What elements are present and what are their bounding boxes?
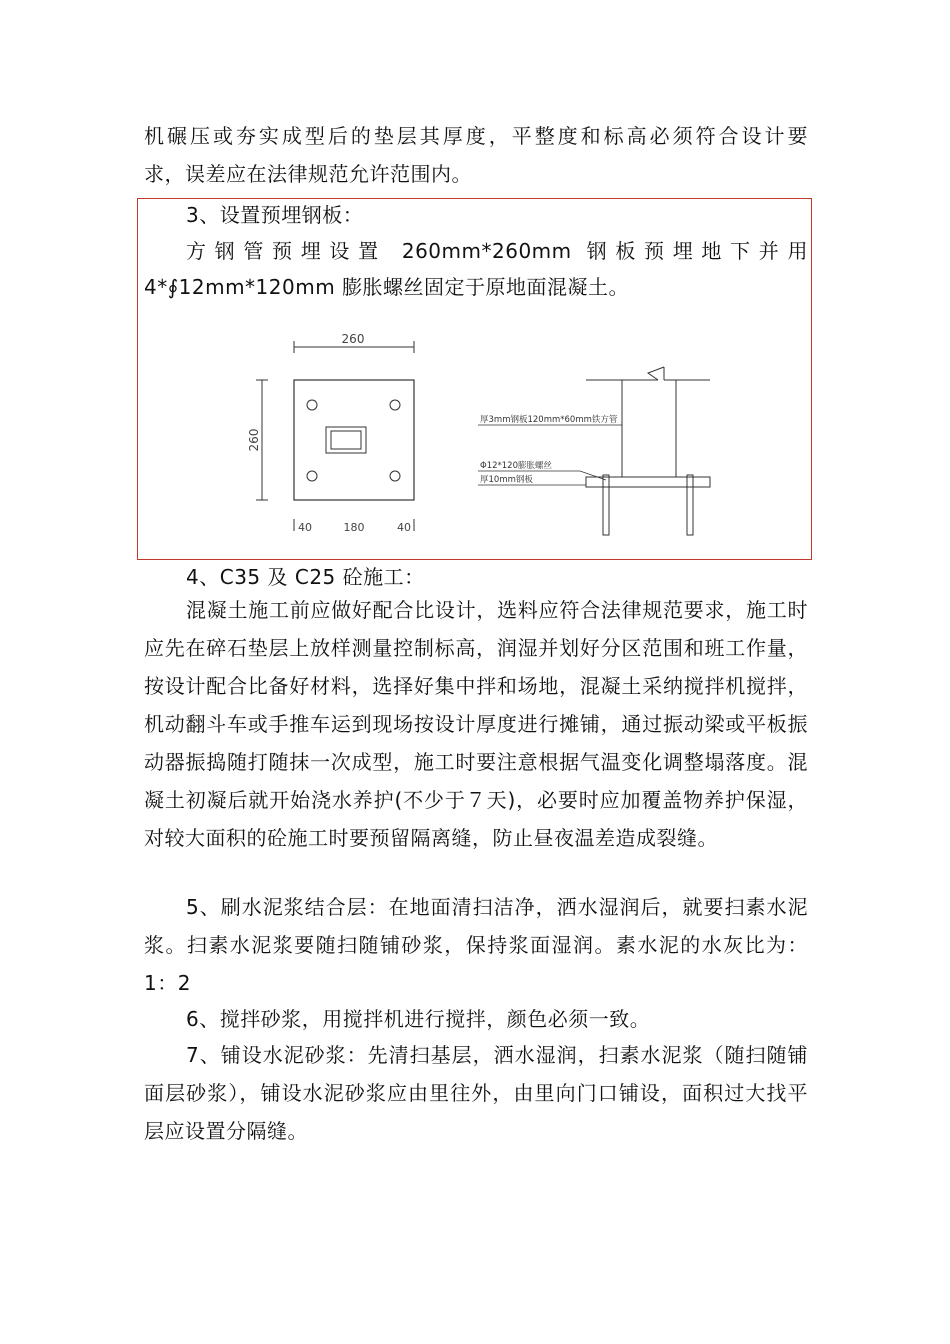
section-6-paragraph: 6、搅拌砂浆，用搅拌机进行搅拌，颜色必须一致。 bbox=[186, 1007, 651, 1031]
steel-plate bbox=[294, 380, 414, 500]
bolt-hole bbox=[390, 400, 400, 410]
section-5-paragraph: 5、刷水泥浆结合层：在地面清扫洁净，洒水湿润后，就要扫素水泥浆。扫素水泥浆要随扫随铺砂浆，保持浆面湿润。素水泥的水灰比为：1：2 bbox=[144, 895, 808, 995]
paragraph-line: 机碾压或夯实成型后的垫层其厚度，平整度和标高必须符合设计要 bbox=[144, 124, 808, 148]
section-3-line: 方钢管预埋设置 260mm*260mm 钢板预埋地下并用 bbox=[186, 239, 808, 263]
dim-bottom-right-label: 40 bbox=[397, 521, 411, 534]
section-4-heading: 4、C35 及 C25 砼施工： bbox=[186, 565, 425, 589]
label-square-tube: 厚3mm钢板120mm*60mm铁方管 bbox=[480, 415, 618, 425]
dim-bottom-mid-label: 180 bbox=[343, 521, 365, 534]
paragraph-line: 求，误差应在法律规范允许范围内。 bbox=[144, 162, 472, 186]
section-4-paragraph: 混凝土施工前应做好配合比设计，选料应符合法律规范要求，施工时应先在碎石垫层上放样测量控制标高，润湿并划好分区范围和班工作量，按设计配合比备好材料，选择好集中拌和场地，混凝土采纳搅拌机搅拌，机动翻斗车或手推车运到现场按设计厚度进行摊铺，通过振动梁或平板振动器振捣随打随抹一次成型，施工时要注意根据气温变化调整塌落度。混凝土初凝后就开始浇水养护(不少于７天)，必要时应加覆盖物养护保湿，对较大面积的砼施工时要预留隔离缝，防止昼夜温差造成裂缝。 bbox=[144, 598, 808, 850]
dim-top-label: 260 bbox=[341, 332, 365, 346]
dim-left-label: 260 bbox=[247, 428, 261, 452]
dim-bottom-left-label: 40 bbox=[298, 521, 312, 534]
embedded-plate-diagram bbox=[240, 325, 720, 545]
bolt-hole bbox=[307, 471, 317, 481]
square-tube-inner bbox=[331, 431, 361, 449]
label-expansion-bolt: Φ12*120膨胀螺丝 bbox=[480, 461, 552, 471]
section-3-heading: 3、设置预埋钢板： bbox=[186, 203, 364, 227]
break-symbol bbox=[648, 367, 664, 380]
section-3-line: 4*∮12mm*120mm 膨胀螺丝固定于原地面混凝土。 bbox=[144, 275, 630, 299]
label-steel-plate: 厚10mm钢板 bbox=[480, 475, 533, 485]
bolt-hole bbox=[307, 400, 317, 410]
anchor-bolt bbox=[603, 475, 609, 535]
bolt-hole bbox=[390, 471, 400, 481]
base-plate-section bbox=[586, 477, 710, 487]
anchor-bolt bbox=[687, 475, 693, 535]
section-7-paragraph: 7、铺设水泥砂浆：先清扫基层，洒水湿润，扫素水泥浆（随扫随铺面层砂浆），铺设水泥砂浆应由里往外，由里向门口铺设，面积过大找平层应设置分隔缝。 bbox=[144, 1043, 808, 1143]
